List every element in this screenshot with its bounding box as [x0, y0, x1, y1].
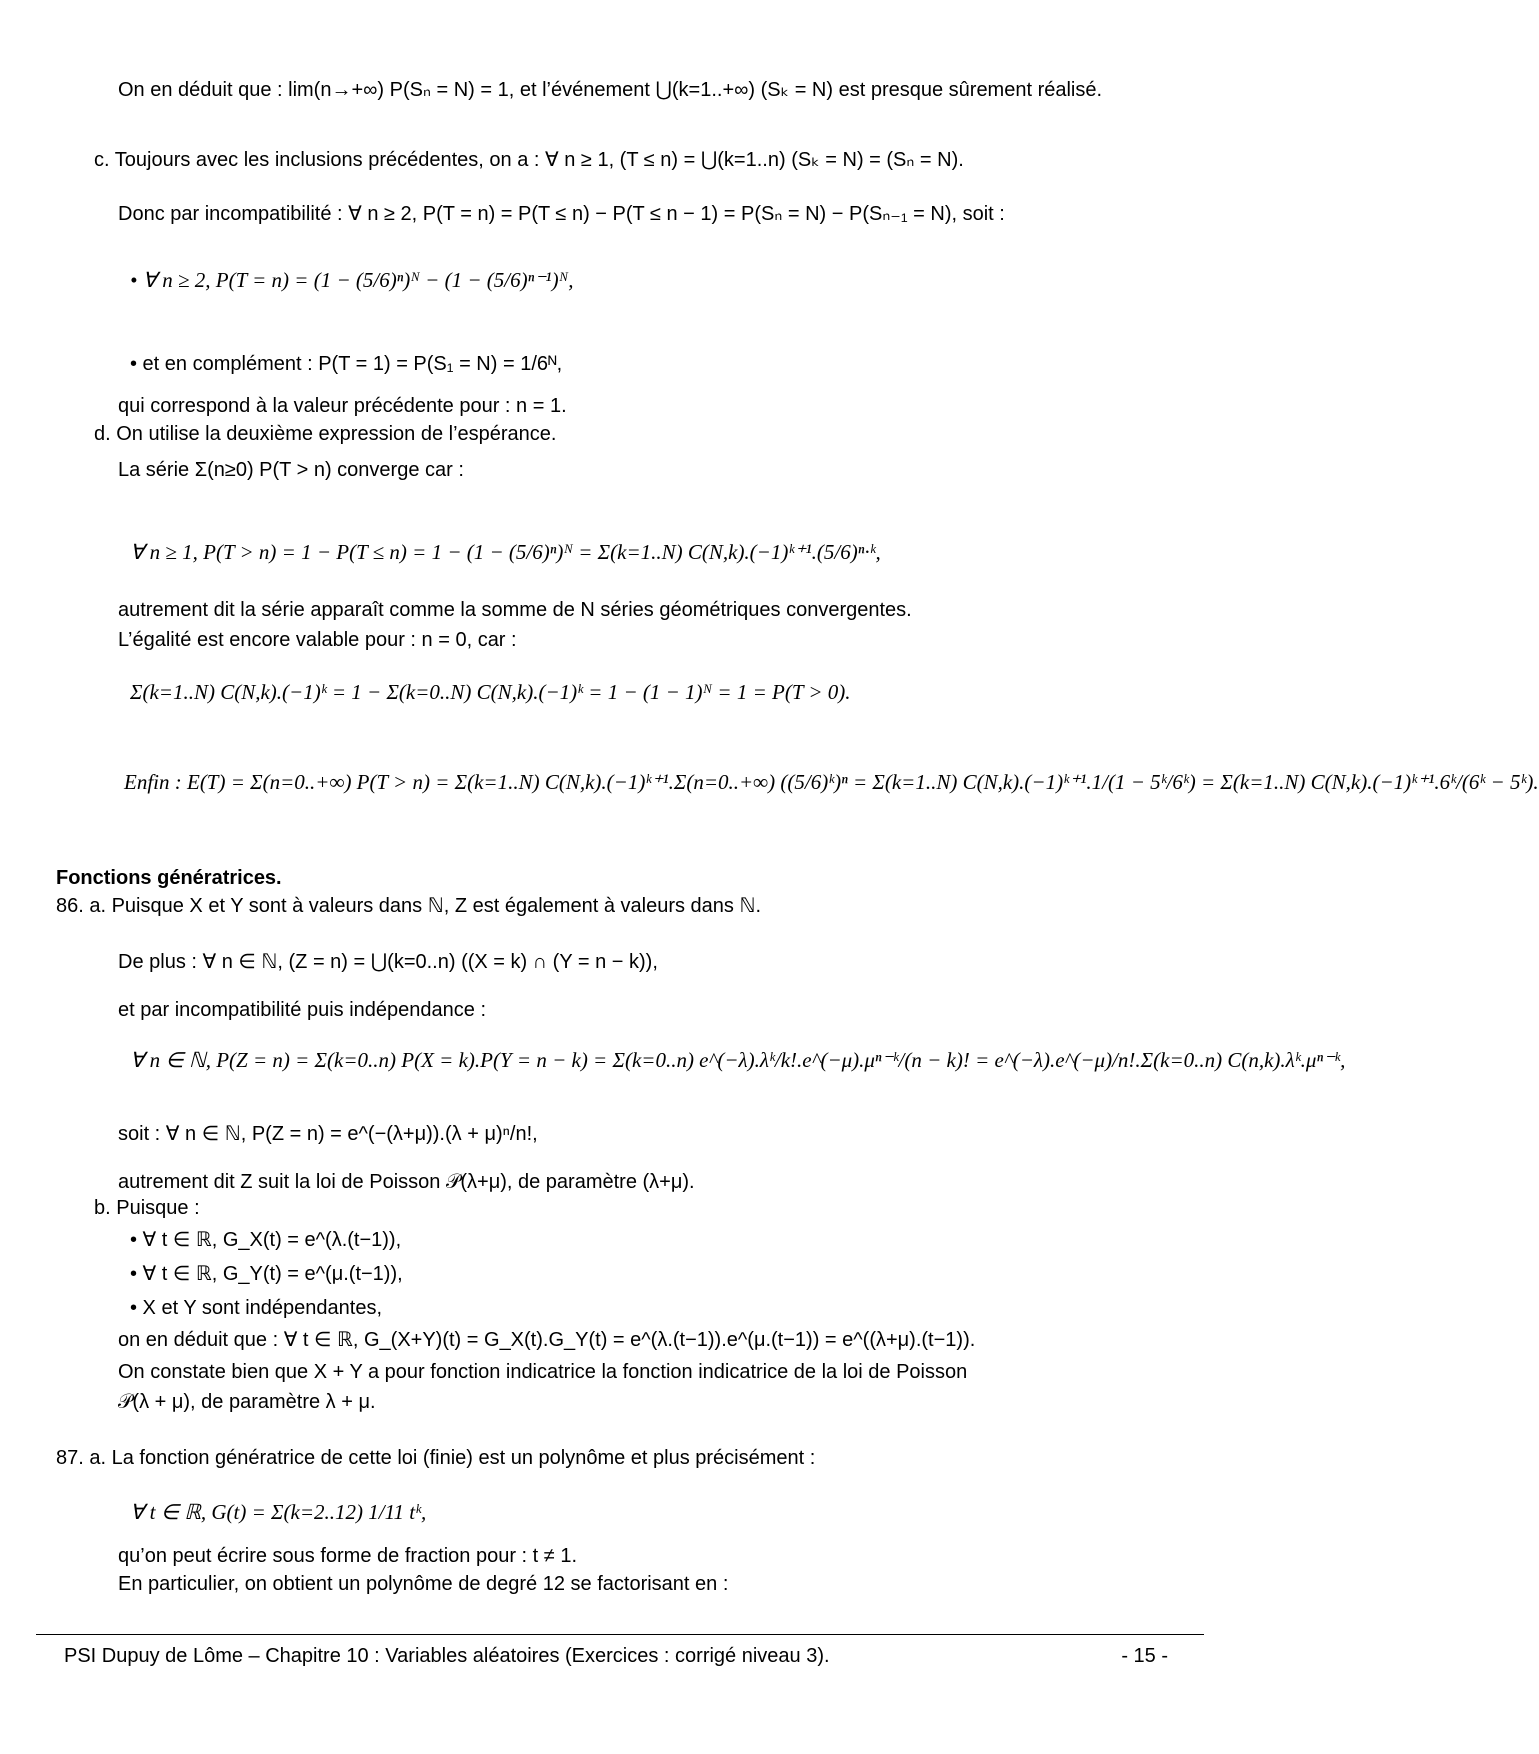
math-line: ∀ n ≥ 1, P(T > n) = 1 − P(T ≤ n) = 1 − (1 − (5/6)ⁿ)ᴺ = Σ(k=1..N) C(N,k).(−1)ᵏ⁺¹.(5/6)ⁿ·ᵏ,	[130, 540, 881, 564]
text-line: On constate bien que X + Y a pour fonction indicatrice la fonction indicatrice de la loi de Poisson	[118, 1361, 968, 1383]
footer-title: PSI Dupuy de Lôme – Chapitre 10 : Variables aléatoires (Exercices : corrigé niveau 3).	[64, 1645, 830, 1667]
text-line: L’égalité est encore valable pour : n = 0, car :	[118, 629, 517, 651]
text-line: Donc par incompatibilité : ∀ n ≥ 2, P(T = n) = P(T ≤ n) − P(T ≤ n − 1) = P(Sₙ = N) − P(Sₙ₋₁ = N), soit :	[118, 203, 1005, 225]
text-line: 𝒫(λ + μ), de paramètre λ + μ.	[118, 1391, 376, 1413]
text-line: qu’on peut écrire sous forme de fraction pour : t ≠ 1.	[118, 1545, 577, 1567]
text-line: • et en complément : P(T = 1) = P(S₁ = N) = 1/6ᴺ,	[130, 353, 563, 375]
math-line: ∀ n ∈ ℕ, P(Z = n) = Σ(k=0..n) P(X = k).P(Y = n − k) = Σ(k=0..n) e^(−λ).λᵏ/k!.e^(−μ).μⁿ⁻ᵏ/(n − k)! = e^(−λ).e^(−μ)/n!.Σ(k=0..n) C(n,k).λᵏ.μⁿ⁻ᵏ,	[130, 1048, 1346, 1072]
math-line: ∀ t ∈ ℝ, G(t) = Σ(k=2..12) 1/11 tᵏ,	[130, 1500, 427, 1524]
text-line: • ∀ t ∈ ℝ, G_X(t) = e^(λ.(t−1)),	[130, 1229, 402, 1251]
text-line: • ∀ t ∈ ℝ, G_Y(t) = e^(μ.(t−1)),	[130, 1263, 403, 1285]
math-line: Enfin : E(T) = Σ(n=0..+∞) P(T > n) = Σ(k=1..N) C(N,k).(−1)ᵏ⁺¹.Σ(n=0..+∞) ((5/6)ᵏ)ⁿ = Σ(k=1..N) C(N,k).(−1)ᵏ⁺¹.1/(1 − 5ᵏ/6ᵏ) = Σ(k=1..N) C(N,k).(−1)ᵏ⁺¹.6ᵏ/(6ᵏ − 5ᵏ).	[124, 770, 1539, 794]
text-line: 87. a. La fonction génératrice de cette loi (finie) est un polynôme et plus précisément :	[56, 1447, 816, 1469]
page-number: - 15 -	[1121, 1645, 1168, 1667]
text-line: En particulier, on obtient un polynôme de degré 12 se factorisant en :	[118, 1573, 729, 1595]
text-line: on en déduit que : ∀ t ∈ ℝ, G_(X+Y)(t) = G_X(t).G_Y(t) = e^(λ.(t−1)).e^(μ.(t−1)) = e^((λ+μ).(t−1)).	[118, 1329, 976, 1351]
section-heading: Fonctions génératrices.	[56, 867, 282, 889]
text-line: d. On utilise la deuxième expression de l’espérance.	[94, 423, 557, 445]
math-line: Σ(k=1..N) C(N,k).(−1)ᵏ = 1 − Σ(k=0..N) C(N,k).(−1)ᵏ = 1 − (1 − 1)ᴺ = 1 = P(T > 0).	[130, 680, 851, 704]
text-line: • X et Y sont indépendantes,	[130, 1297, 383, 1319]
text-line: soit : ∀ n ∈ ℕ, P(Z = n) = e^(−(λ+μ)).(λ + μ)ⁿ/n!,	[118, 1123, 538, 1145]
text-line: autrement dit Z suit la loi de Poisson 𝒫(λ+μ), de paramètre (λ+μ).	[118, 1171, 695, 1193]
text-line: c. Toujours avec les inclusions précédentes, on a : ∀ n ≥ 1, (T ≤ n) = ⋃(k=1..n) (Sₖ = N) = (Sₙ = N).	[94, 149, 964, 171]
text-line: 86. a. Puisque X et Y sont à valeurs dans ℕ, Z est également à valeurs dans ℕ.	[56, 895, 762, 917]
text-line: La série Σ(n≥0) P(T > n) converge car :	[118, 459, 464, 481]
text-line: autrement dit la série apparaît comme la somme de N séries géométriques convergentes.	[118, 599, 912, 621]
text-line: On en déduit que : lim(n→+∞) P(Sₙ = N) = 1, et l’événement ⋃(k=1..+∞) (Sₖ = N) est presque sûrement réalisé.	[118, 79, 1103, 101]
footer-rule	[36, 1634, 1204, 1635]
math-line: • ∀ n ≥ 2, P(T = n) = (1 − (5/6)ⁿ)ᴺ − (1 − (5/6)ⁿ⁻¹)ᴺ,	[130, 268, 574, 292]
text-line: et par incompatibilité puis indépendance :	[118, 999, 487, 1021]
text-line: b. Puisque :	[94, 1197, 200, 1219]
text-line: De plus : ∀ n ∈ ℕ, (Z = n) = ⋃(k=0..n) ((X = k) ∩ (Y = n − k)),	[118, 951, 658, 973]
text-line: qui correspond à la valeur précédente pour : n = 1.	[118, 395, 567, 417]
